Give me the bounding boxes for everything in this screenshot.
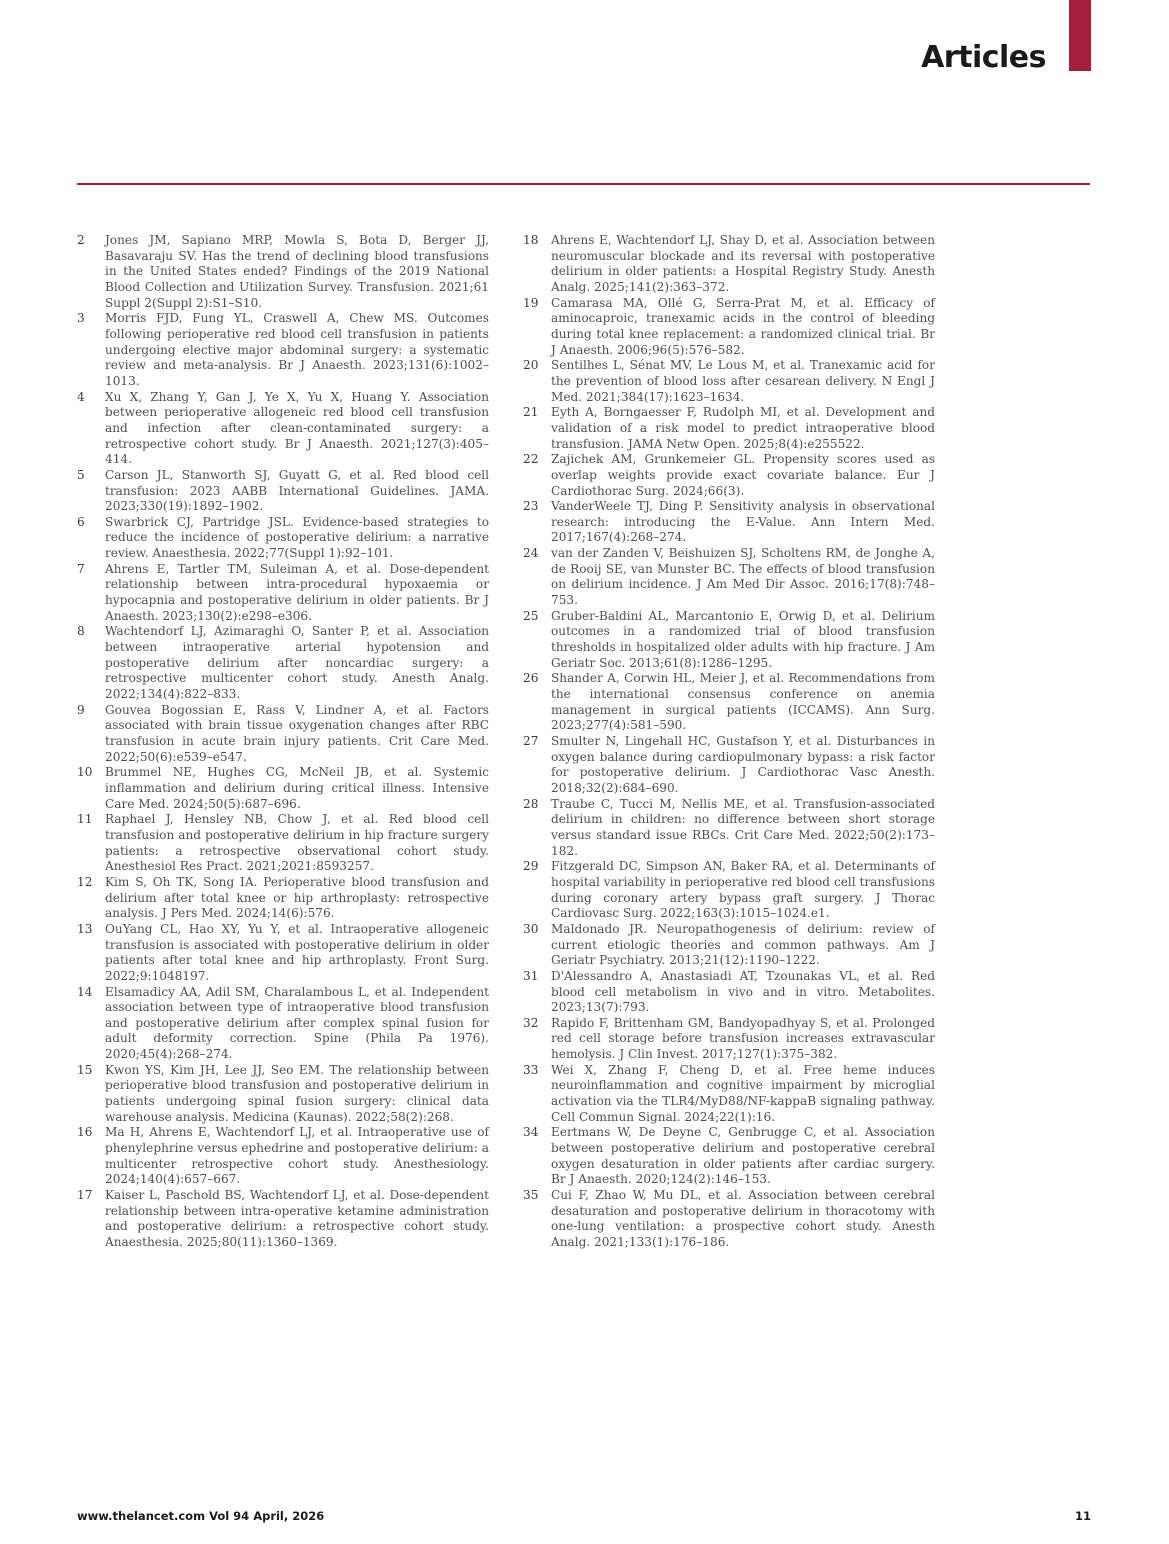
reference-number: 17 bbox=[77, 1188, 93, 1203]
reference-number: 31 bbox=[523, 968, 539, 983]
reference-text: Raphael J, Hensley NB, Chow J, et al. Red blood cell transfusion and postoperative delirium in hip fracture surgery patients: a retrospective observational cohort study. Anesthesiol Res Pract. 2021;2021:8593257. bbox=[105, 812, 489, 874]
reference-number: 35 bbox=[523, 1188, 539, 1203]
reference-text: D'Alessandro A, Anastasiadi AT, Tzounakas VL, et al. Red blood cell metabolism in vivo and in vitro. Metabolites. 2023;13(7):793. bbox=[551, 968, 935, 1015]
reference-number: 13 bbox=[77, 921, 93, 936]
references-column-left bbox=[77, 233, 489, 1251]
reference-item bbox=[77, 703, 489, 766]
reference-text: Kwon YS, Kim JH, Lee JJ, Seo EM. The relationship between perioperative blood transfusion and postoperative delirium in patients undergoing spinal fusion surgery: clinical data warehouse analysis. Medicina (Kaunas). 2022;58(2):268. bbox=[105, 1062, 489, 1124]
reference-number: 34 bbox=[523, 1125, 539, 1140]
reference-number: 6 bbox=[77, 514, 85, 529]
reference-item bbox=[77, 1125, 489, 1188]
reference-text: Traube C, Tucci M, Nellis ME, et al. Transfusion-associated delirium in children: no difference between short storage versus standard issue RBCs. Crit Care Med. 2022;50(2):173–182. bbox=[551, 796, 935, 858]
reference-item bbox=[523, 233, 935, 296]
reference-text: Morris FJD, Fung YL, Craswell A, Chew MS. Outcomes following perioperative red blood cell transfusion in patients undergoing elective major abdominal surgery: a systematic review and meta-analysis. Br J Anaesth. 2023;131(6):1002–1013. bbox=[105, 311, 489, 388]
reference-text: Cui F, Zhao W, Mu DL, et al. Association between cerebral desaturation and postoperative delirium in thoracotomy with one-lung ventilation: a prospective cohort study. Anesth Analg. 2021;133(1):176–186. bbox=[551, 1188, 935, 1249]
reference-text: Jones JM, Sapiano MRP, Mowla S, Bota D, Berger JJ, Basavaraju SV. Has the trend of declining blood transfusions in the United States ended? Findings of the 2019 National Blood Collection and Utilization Survey. Transfusion. 2021;61 Suppl 2(Suppl 2):S1–S10. bbox=[105, 233, 489, 310]
reference-number: 29 bbox=[523, 859, 539, 874]
reference-text: Wei X, Zhang F, Cheng D, et al. Free heme induces neuroinflammation and cognitive impairment by microglial activation via the TLR4/MyD88/NF-kappaB signaling pathway. Cell Commun Signal. 2024;22(1):16. bbox=[551, 1062, 935, 1124]
reference-number: 28 bbox=[523, 796, 539, 811]
reference-text: VanderWeele TJ, Ding P. Sensitivity analysis in observational research: introducing the E-Value. Ann Intern Med. 2017;167(4):268–274. bbox=[551, 499, 935, 545]
reference-item bbox=[77, 812, 489, 875]
reference-item bbox=[77, 468, 489, 515]
reference-number: 27 bbox=[523, 734, 539, 748]
reference-number: 5 bbox=[77, 467, 85, 482]
reference-number: 9 bbox=[77, 702, 85, 717]
reference-item bbox=[523, 1125, 935, 1188]
reference-text: Fitzgerald DC, Simpson AN, Baker RA, et al. Determinants of hospital variability in perioperative red blood cell transfusions during coronary artery bypass graft surgery. J Thorac Cardiovasc Surg. 2022;163(3):1015–1024.e1. bbox=[551, 859, 935, 921]
reference-text: Shander A, Corwin HL, Meier J, et al. Recommendations from the international consensus conference on anemia management in surgical patients (ICCAMS). Ann Surg. 2023;277(4):581–590. bbox=[551, 671, 935, 733]
reference-number: 2 bbox=[77, 233, 85, 247]
section-title: Articles bbox=[921, 40, 1046, 75]
reference-number: 16 bbox=[77, 1125, 93, 1140]
reference-text: Gruber-Baldini AL, Marcantonio E, Orwig D, et al. Delirium outcomes in a randomized trial of blood transfusion thresholds in hospitalized older adults with hip fracture. J Am Geriatr Soc. 2013;61(8):1286–1295. bbox=[551, 608, 935, 670]
reference-number: 10 bbox=[77, 765, 93, 780]
reference-item bbox=[523, 405, 935, 452]
reference-number: 22 bbox=[523, 452, 539, 467]
reference-text: Brummel NE, Hughes CG, McNeil JB, et al. Systemic inflammation and delirium during critical illness. Intensive Care Med. 2024;50(5):687–696. bbox=[105, 765, 489, 811]
reference-text: Camarasa MA, Ollé G, Serra-Prat M, et al. Efficacy of aminocaproic, tranexamic acids in the control of bleeding during total knee replacement: a randomized clinical trial. Br J Anaesth. 2006;96(5):576–582. bbox=[551, 295, 935, 357]
reference-number: 8 bbox=[77, 624, 85, 639]
reference-item bbox=[523, 797, 935, 860]
reference-item bbox=[523, 296, 935, 359]
section-color-tab bbox=[1069, 0, 1091, 71]
reference-text: Sentilhes L, Sénat MV, Le Lous M, et al. Tranexamic acid for the prevention of blood loss after cesarean delivery. N Engl J Med. 2021;384(17):1623–1634. bbox=[551, 358, 935, 404]
reference-item bbox=[523, 358, 935, 405]
reference-item bbox=[77, 1188, 489, 1251]
reference-number: 11 bbox=[77, 812, 93, 827]
reference-item bbox=[77, 765, 489, 812]
reference-item bbox=[523, 452, 935, 499]
reference-text: OuYang CL, Hao XY, Yu Y, et al. Intraoperative allogeneic transfusion is associated with postoperative delirium in older patients after total knee and hip arthroplasty. Front Surg. 2022;9:1048197. bbox=[105, 921, 489, 983]
reference-number: 12 bbox=[77, 874, 93, 889]
reference-text: Eertmans W, De Deyne C, Genbrugge C, et al. Association between postoperative delirium and postoperative cerebral oxygen desaturation in older patients after cardiac surgery. Br J Anaesth. 2020;124(2):146–153. bbox=[551, 1125, 935, 1187]
reference-item bbox=[77, 562, 489, 625]
reference-text: Xu X, Zhang Y, Gan J, Ye X, Yu X, Huang Y. Association between perioperative allogeneic red blood cell transfusion and infection after clean-contaminated surgery: a retrospective cohort study. Br J Anaesth. 2021;127(3):405–414. bbox=[105, 389, 489, 467]
reference-number: 4 bbox=[77, 389, 85, 404]
reference-number: 7 bbox=[77, 561, 85, 576]
reference-number: 14 bbox=[77, 984, 93, 999]
reference-text: Kaiser L, Paschold BS, Wachtendorf LJ, et al. Dose-dependent relationship between intra-operative ketamine administration and postoperative delirium: a retrospective cohort study. Anaesthesia. 2025;80(11):1360–1369. bbox=[105, 1188, 489, 1249]
reference-item bbox=[523, 1188, 935, 1251]
reference-text: Swarbrick CJ, Partridge JSL. Evidence-based strategies to reduce the incidence of postoperative delirium: a narrative review. Anaesthesia. 2022;77(Suppl 1):92–101. bbox=[105, 514, 489, 561]
reference-text: Gouvea Bogossian E, Rass V, Lindner A, et al. Factors associated with brain tissue oxygenation changes after RBC transfusion in acute brain injury patients. Crit Care Med. 2022;50(6):e539–e547. bbox=[105, 702, 489, 764]
reference-item bbox=[523, 671, 935, 734]
reference-text: Ma H, Ahrens E, Wachtendorf LJ, et al. Intraoperative use of phenylephrine versus ephedrine and postoperative delirium: a multicenter retrospective cohort study. Anesthesiology. 2024;140(4):657–667. bbox=[105, 1125, 489, 1187]
reference-text: Rapido F, Brittenham GM, Bandyopadhyay S, et al. Prolonged red cell storage before transfusion increases extravascular hemolysis. J Clin Invest. 2017;127(1):375–382. bbox=[551, 1015, 935, 1062]
reference-text: Kim S, Oh TK, Song IA. Perioperative blood transfusion and delirium after total knee or hip arthroplasty: retrospective analysis. J Pers Med. 2024;14(6):576. bbox=[105, 874, 489, 921]
reference-number: 21 bbox=[523, 405, 539, 420]
reference-item bbox=[77, 1063, 489, 1126]
reference-number: 20 bbox=[523, 358, 539, 373]
reference-text: Elsamadicy AA, Adil SM, Charalambous L, et al. Independent association between type of intraoperative blood transfusion and postoperative delirium after complex spinal fusion for adult deformity correction. Spine (Phila Pa 1976). 2020;45(4):268–274. bbox=[105, 984, 489, 1062]
reference-number: 32 bbox=[523, 1015, 539, 1030]
reference-number: 15 bbox=[77, 1062, 93, 1077]
reference-item bbox=[77, 390, 489, 468]
reference-text: Eyth A, Borngaesser F, Rudolph MI, et al. Development and validation of a risk model to predict intraoperative blood transfusion. JAMA Netw Open. 2025;8(4):e255522. bbox=[551, 405, 935, 451]
reference-item bbox=[77, 233, 489, 311]
reference-number: 3 bbox=[77, 311, 85, 326]
reference-number: 23 bbox=[523, 499, 539, 514]
reference-item bbox=[77, 624, 489, 702]
page-number: 11 bbox=[1074, 1509, 1091, 1523]
reference-item bbox=[523, 1016, 935, 1063]
reference-number: 24 bbox=[523, 546, 539, 561]
reference-number: 25 bbox=[523, 608, 539, 623]
reference-text: Zajichek AM, Grunkemeier GL. Propensity scores used as overlap weights provide exact covariate balance. Eur J Cardiothorac Surg. 2024;66(3). bbox=[551, 452, 935, 498]
reference-item bbox=[77, 515, 489, 562]
reference-item bbox=[523, 609, 935, 672]
reference-item bbox=[523, 859, 935, 922]
reference-item bbox=[77, 922, 489, 985]
reference-item bbox=[523, 546, 935, 609]
reference-number: 26 bbox=[523, 671, 539, 686]
reference-item bbox=[523, 734, 935, 797]
references-column-right bbox=[523, 233, 935, 1251]
reference-item bbox=[523, 969, 935, 1016]
reference-text: Ahrens E, Tartler TM, Suleiman A, et al. Dose-dependent relationship between intra-procedural hypoxaemia or hypocapnia and postoperative delirium in older patients. Br J Anaesth. 2023;130(2):e298–e306. bbox=[105, 561, 489, 623]
reference-text: Wachtendorf LJ, Azimaraghi O, Santer P, et al. Association between intraoperative arterial hypotension and postoperative delirium after noncardiac surgery: a retrospective multicenter cohort study. Anesth Analg. 2022;134(4):822–833. bbox=[105, 624, 489, 702]
reference-number: 19 bbox=[523, 295, 539, 310]
reference-item bbox=[77, 985, 489, 1063]
reference-text: Maldonado JR. Neuropathogenesis of delirium: review of current etiologic theories and common pathways. Am J Geriatr Psychiatry. 2013;21(12):1190–1222. bbox=[551, 921, 935, 968]
reference-text: Ahrens E, Wachtendorf LJ, Shay D, et al. Association between neuromuscular blockade and its reversal with postoperative delirium in older patients: a Hospital Registry Study. Anesth Analg. 2025;141(2):363–372. bbox=[551, 233, 935, 294]
reference-text: van der Zanden V, Beishuizen SJ, Scholtens RM, de Jonghe A, de Rooij SE, van Munster BC. The effects of blood transfusion on delirium incidence. J Am Med Dir Assoc. 2016;17(8):748–753. bbox=[551, 546, 935, 608]
header-rule bbox=[77, 183, 1090, 185]
reference-item bbox=[77, 311, 489, 389]
reference-text: Smulter N, Lingehall HC, Gustafson Y, et al. Disturbances in oxygen balance during cardiopulmonary bypass: a risk factor for postoperative delirium. J Cardiothorac Vasc Anesth. 2018;32(2):684–690. bbox=[551, 734, 935, 795]
reference-item bbox=[523, 922, 935, 969]
reference-number: 18 bbox=[523, 233, 539, 247]
reference-item bbox=[77, 875, 489, 922]
reference-item bbox=[523, 499, 935, 546]
reference-number: 30 bbox=[523, 921, 539, 936]
reference-text: Carson JL, Stanworth SJ, Guyatt G, et al. Red blood cell transfusion: 2023 AABB International Guidelines. JAMA. 2023;330(19):1892–1902. bbox=[105, 467, 489, 514]
footer-journal[interactable]: www.thelancet.com Vol 94 April, 2026 bbox=[77, 1509, 325, 1523]
reference-item bbox=[523, 1063, 935, 1126]
reference-number: 33 bbox=[523, 1062, 539, 1077]
